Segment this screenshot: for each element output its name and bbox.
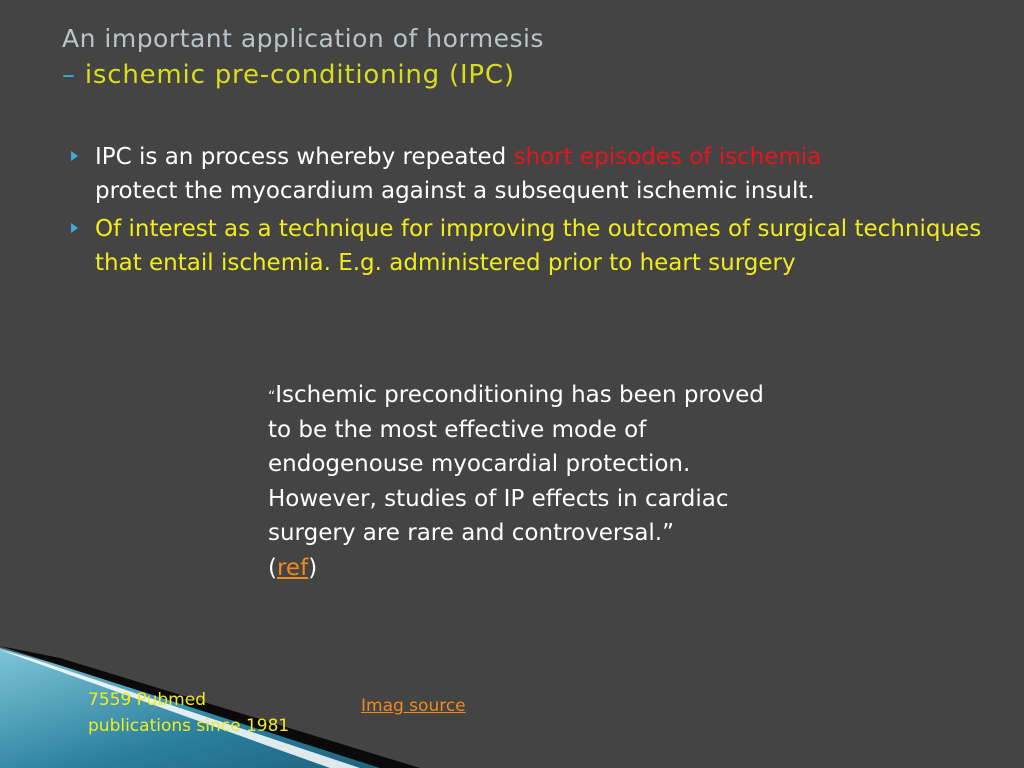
bullet-list	[70, 140, 990, 284]
slide-title: An important application of hormesis	[62, 24, 544, 53]
triangle-bullet-icon	[71, 151, 78, 161]
paren-close: )	[308, 554, 318, 581]
quote-block	[268, 378, 768, 585]
slide-subtitle	[62, 60, 515, 90]
triangle-bullet-icon	[71, 223, 78, 233]
image-source-link[interactable]: Imag source	[361, 696, 466, 716]
subtitle-dash: –	[62, 60, 76, 90]
open-quote-mark: “	[268, 389, 276, 405]
paren-open: (	[268, 554, 277, 581]
highlight-text: short episodes of ischemia	[513, 144, 822, 170]
bullet-item-interest	[70, 212, 990, 280]
bullet-text-before: IPC is an process whereby repeated	[95, 144, 514, 170]
quote-text: Ischemic preconditioning has been proved to be the most effective mode of endogenouse myocardial protection. However, studies of IP effects in cardiac surgery are rare and controversal.”	[268, 382, 764, 546]
ref-link[interactable]: ref	[276, 554, 309, 581]
bullet-text: Of interest as a technique for improving the outcomes of surgical techniques that entail ischemia. E.g. administered prior to heart surgery	[95, 216, 982, 276]
pubmed-count-note: 7559 Pubmed publications since 1981	[88, 690, 290, 736]
subtitle-text: ischemic pre-conditioning (IPC)	[84, 60, 515, 90]
bullet-text-after: protect the myocardium against a subsequent ischemic insult.	[95, 178, 815, 204]
bullet-item-ipc-definition	[70, 140, 990, 208]
